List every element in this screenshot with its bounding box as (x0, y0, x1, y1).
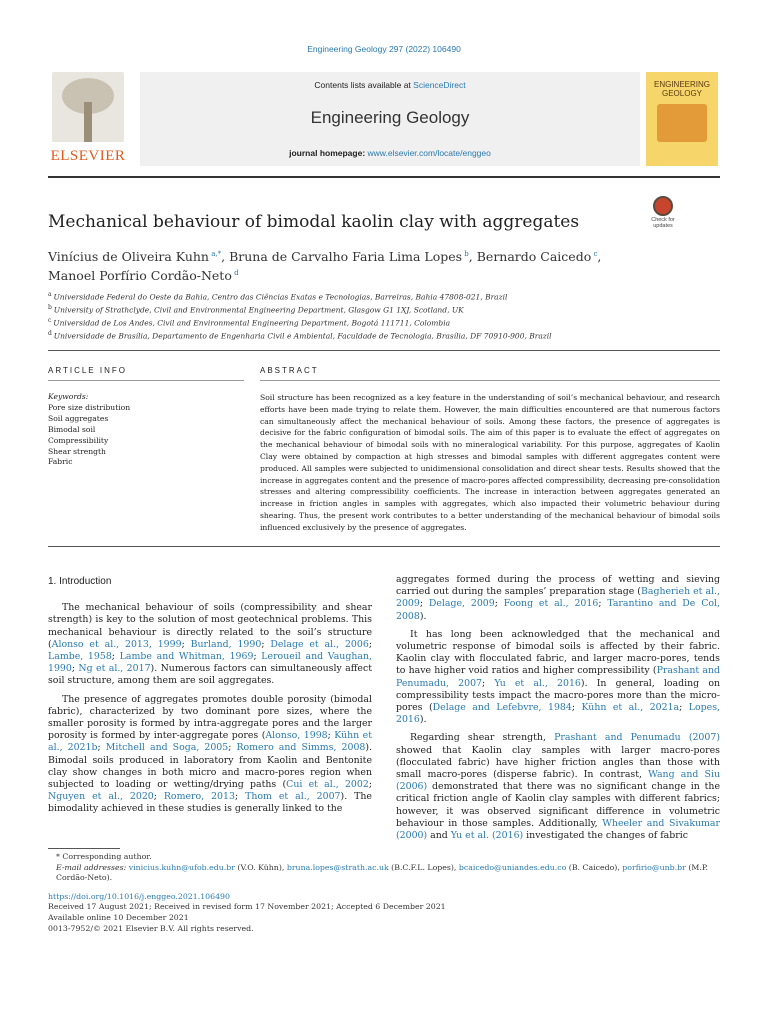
separator: , (597, 249, 602, 265)
citation-link[interactable]: Mitchell and Soga, 2005 (105, 742, 229, 754)
citation-link[interactable]: Romero, 2013 (163, 791, 235, 803)
doi-link[interactable]: https://doi.org/10.1016/j.enggeo.2021.106490 (48, 891, 230, 901)
citation-link[interactable]: Alonso et al., 2013, 1999 (51, 638, 182, 650)
text-run: ). Numerous factors can simultaneously affect soil structure, among them are soil aggregates. (48, 663, 372, 687)
email-list (56, 863, 708, 883)
journal-info-box (140, 72, 640, 166)
affiliation-text: University of Strathclyde, Civil and Environmental Engineering Department, Glasgow G1 1XJ, Scotland, UK (53, 305, 464, 315)
homepage-line (140, 148, 640, 158)
body-column-left (48, 576, 372, 822)
article-info-rule (48, 380, 244, 381)
text-run: (B. Caicedo), (566, 862, 623, 872)
article-info-heading: ARTICLE INFO (48, 366, 127, 375)
text-run: ; (228, 742, 237, 754)
citation-link[interactable]: Delage et al., 2006 (270, 638, 369, 650)
text-run: ; (419, 598, 429, 610)
text-run: (V.O. Kühn), (234, 862, 287, 872)
citation-link[interactable]: Delage, 2009 (428, 598, 495, 610)
separator: , (468, 249, 477, 265)
author-name[interactable]: Bernardo Caicedo (476, 249, 592, 265)
cover-image (657, 104, 707, 142)
received-dates: Received 17 August 2021; Received in revised form 17 November 2021; Accepted 6 December 2021 (48, 902, 446, 912)
citation-link[interactable]: Prashant and Penumadu, 2007 (396, 665, 720, 689)
text-run: ; (97, 742, 106, 754)
citation-link[interactable]: Foong et al., 2016 (503, 598, 599, 610)
citation-link[interactable]: Cui et al., 2002 (286, 779, 369, 791)
journal-banner (48, 72, 720, 168)
email-label: E-mail addresses: (56, 862, 129, 872)
citation-link[interactable]: Tarantino and De Col, 2008 (396, 598, 720, 622)
section-divider (48, 350, 720, 351)
citation-link[interactable]: Thom et al., 2007 (245, 791, 341, 803)
text-run: (M.P. Cordão-Neto). (56, 862, 708, 883)
citation-link[interactable]: Delage and Lefebvre, 1984 (432, 702, 572, 714)
corresponding-author-note: * Corresponding author. (56, 852, 152, 861)
text-run: ). In general, loading on compressibility tests impact the macro-pores more than the micro-pores ( (396, 677, 721, 714)
citation-link[interactable]: Wang and Siu (2006) (396, 769, 720, 793)
copyright: 0013-7952/© 2021 Elsevier B.V. All rights reserved. (48, 923, 254, 933)
affiliation (48, 290, 668, 303)
sciencedirect-link[interactable]: ScienceDirect (413, 80, 466, 90)
contents-prefix: Contents lists available at (314, 80, 414, 90)
footnote-rule (48, 848, 120, 849)
text-run: showed that Kaolin clay samples with larger macro-pores (flocculated fabric) have higher friction angles than those with small macro-pores (disperse fabric). In contrast, (396, 744, 720, 781)
journal-name[interactable]: Engineering Geology (310, 108, 470, 127)
citation-link[interactable]: Nguyen et al., 2020 (48, 791, 154, 803)
keywords-block (48, 392, 244, 468)
affiliation-marker: a (48, 291, 54, 298)
text-run: ; (71, 663, 79, 675)
affiliation-marker: b (48, 303, 54, 311)
author-affiliation-marker[interactable]: c (591, 250, 598, 258)
paragraph (396, 574, 720, 623)
text-run: investigated the changes of fabric (523, 830, 689, 842)
affiliation-text: Universidad de Los Andes, Civil and Environmental Engineering Department, Bogotá 111711, Colombia (53, 318, 451, 328)
journal-cover[interactable] (646, 72, 718, 166)
text-run: ; (253, 651, 262, 663)
elsevier-logo[interactable] (48, 72, 128, 166)
citation-link[interactable]: bruna.lopes@strath.ac.uk (286, 862, 389, 872)
citation-link[interactable]: Ng et al., 2017 (78, 663, 151, 675)
paragraph (396, 732, 720, 842)
text-run: It has long been acknowledged that the mechanical and volumetric response of bimodal soils is affected by their fabric. Kaolin clay with flocculated fabric, and larger macro-pores, tends to have higher void ratios and higher compressibility ( (396, 628, 720, 677)
keyword: Pore size distribution (48, 402, 131, 412)
separator: , (221, 249, 230, 265)
citation-link[interactable]: porfirio@unb.br (622, 862, 686, 872)
text-run: ; (679, 702, 689, 714)
abstract-heading: ABSTRACT (260, 366, 319, 375)
citation-link[interactable]: vinicius.kuhn@ufob.edu.br (128, 862, 235, 872)
affiliation (48, 303, 668, 316)
homepage-label: journal homepage: (289, 148, 368, 158)
body-column-right (396, 574, 720, 848)
citation-link[interactable]: Lopes, 2016 (396, 702, 720, 726)
citation-link[interactable]: Wheeler and Sivakumar (2000) (396, 817, 721, 842)
text-run: ; (327, 730, 335, 742)
citation-link[interactable]: Leroueil and Vaughan, 1990 (48, 651, 372, 675)
text-run: ; (368, 779, 373, 791)
header-divider (48, 176, 720, 178)
author-affiliation-marker[interactable]: a,* (208, 250, 222, 258)
paragraph (48, 694, 372, 816)
text-run: ). (419, 714, 427, 726)
text-run: ; (368, 638, 372, 650)
keyword: Shear strength (48, 446, 106, 456)
cover-title: ENGINEERING GEOLOGY (653, 80, 710, 98)
article-title: Mechanical behaviour of bimodal kaolin clay with aggregates (48, 212, 580, 232)
affiliation (48, 316, 668, 329)
author-name[interactable]: Bruna de Carvalho Faria Lima Lopes (229, 249, 463, 265)
text-run: demonstrated that there was no significant change in the critical friction angle of Kaolin clay samples with different fabrics; however, it was observed significant difference in volumetric behaviour in those samples. Additionally, (396, 781, 720, 829)
text-run: Regarding shear strength, (410, 732, 555, 744)
contents-line (140, 80, 640, 90)
affiliation-text: Universidade de Brasília, Departamento de Engenharia Civil e Ambiental, Faculdade de Tecnologia, Brasília, DF 70910-900, Brazil (53, 331, 552, 341)
author-list (48, 246, 648, 284)
affiliation-marker: d (48, 329, 54, 337)
citation-link[interactable]: Romero and Simms, 2008 (236, 742, 366, 754)
author-name[interactable]: Manoel Porfírio Cordão-Neto (48, 268, 232, 284)
abstract-text: Soil structure has been recognized as a key feature in the understanding of soil’s mechanical behaviour, and research efforts have been made trying to relate them. However, the main difficulties encountered are that numerous factors can simultaneously affect the mechanical behaviour of soils. Among these factors, the presence of aggregates is decisive for the fabric configuration of bimodal soils. The aim of this paper is to evaluate the effect of aggregates on the mechanical behaviour of bimodal soils with no mineralogical variability. For this purpose, aggregates of Kaolin Clay were obtained by compaction at high stresses and bimodal samples with different aggregates content were produced. All samples were subjected to unidimensional consolidation and direct shear tests. Results showed that the increase in aggregates content and the presence of macro-pores affected compressibility, decreasing pre-consolidation stresses and altering compressibility coefficients. The increase in interaction between aggregates generated an increase in friction angles in samples with aggregates, which also impacted their volumetric behaviour during shearing. Thus, the present work contributes to a better understanding of the mechanical behaviour of bimodal soils influenced exclusively by the presence of aggregates. (260, 393, 720, 532)
text-run: ). The bimodality achieved in these studies is generally linked to the (48, 791, 372, 815)
journal-reference[interactable]: Engineering Geology 297 (2022) 106490 (307, 44, 461, 54)
paragraph (396, 629, 720, 727)
paragraph (48, 602, 372, 687)
text-run: ; (494, 598, 504, 610)
check-updates-icon (653, 196, 673, 216)
affiliation-text: Universidade Federal do Oeste da Bahia, Centro das Ciências Exatas e Tecnologias, Barreiras, Bahia 47808-021, Brazil (53, 292, 508, 302)
keyword: Bimodal soil (48, 424, 96, 434)
citation-link[interactable]: bcaicedo@uniandes.edu.co (458, 862, 567, 872)
keyword: Soil aggregates (48, 413, 109, 423)
citation-link[interactable]: Kühn et al., 2021a (581, 702, 680, 714)
footnotes (48, 852, 720, 934)
citation-link[interactable]: Lambe, 1958 (48, 651, 112, 663)
author-affiliation-marker[interactable]: d (231, 269, 239, 278)
citation-link[interactable]: Kühn et al., 2021b (48, 730, 372, 754)
citation-link[interactable]: Lambe and Whitman, 1969 (119, 651, 254, 663)
text-run: ; (571, 702, 582, 714)
keyword: Fabric (48, 457, 73, 467)
text-run: ; (153, 791, 164, 803)
keyword: Compressibility (48, 435, 109, 445)
text-run: (B.C.F.L. Lopes), (388, 862, 459, 872)
affiliation-list (48, 290, 668, 342)
abstract-divider (48, 546, 720, 547)
publisher-name: ELSEVIER (50, 148, 126, 164)
text-run: ; (261, 638, 271, 650)
available-online: Available online 10 December 2021 (48, 912, 189, 922)
check-updates-label: Check for updates (651, 217, 675, 229)
check-for-updates-button[interactable] (646, 196, 680, 230)
text-run: ; (598, 598, 608, 610)
text-run: aggregates formed during the process of wetting and sieving carried out during the samples’ preparation stage ( (396, 574, 720, 598)
homepage-link[interactable]: www.elsevier.com/locate/enggeo (367, 148, 491, 158)
tree-logo-icon (52, 72, 124, 142)
affiliation (48, 329, 668, 342)
text-run: ; (234, 791, 246, 803)
author-affiliation-marker[interactable]: b (462, 250, 469, 258)
text-run: ; (181, 638, 191, 650)
email-addresses (48, 863, 720, 884)
text-run: and (427, 830, 451, 842)
abstract-rule (260, 380, 720, 381)
text-run: ; (482, 677, 495, 689)
citation-link[interactable]: Alonso, 1998 (265, 730, 328, 742)
citation-link[interactable]: Prashant and Penumadu (2007) (554, 732, 720, 744)
citation-link[interactable]: Yu et al., 2016 (494, 677, 581, 689)
text-run: ). (419, 610, 427, 622)
keywords-list (48, 403, 244, 468)
author-name[interactable]: Vinícius de Oliveira Kuhn (48, 249, 209, 265)
section-heading-introduction: 1. Introduction (48, 576, 112, 587)
affiliation-marker: c (48, 316, 54, 324)
keywords-label: Keywords: (48, 392, 89, 401)
text-run: The presence of aggregates promotes double porosity (bimodal fabric), characterized by two dominant pore sizes, where the smaller porosity is formed by intra-aggregate pores and the larger porosity is formed by inter-aggregate pores ( (48, 693, 372, 742)
text-run: The mechanical behaviour of soils (compressibility and shear strength) is key to the solution of most geotechnical problems. This mechanical behaviour is directly related to the soil’s structure ( (48, 602, 372, 650)
citation-link[interactable]: Yu et al. (2016) (450, 830, 524, 842)
text-run: ). Bimodal soils produced in laboratory from Kaolin and Bentonite clay show changes in both micro and macro-pores region when subjected to loading or wetting/drying paths ( (48, 742, 373, 791)
citation-link[interactable]: Bagherieh et al., 2009 (396, 586, 720, 610)
citation-link[interactable]: Burland, 1990 (190, 638, 262, 650)
text-run: ; (111, 651, 120, 663)
